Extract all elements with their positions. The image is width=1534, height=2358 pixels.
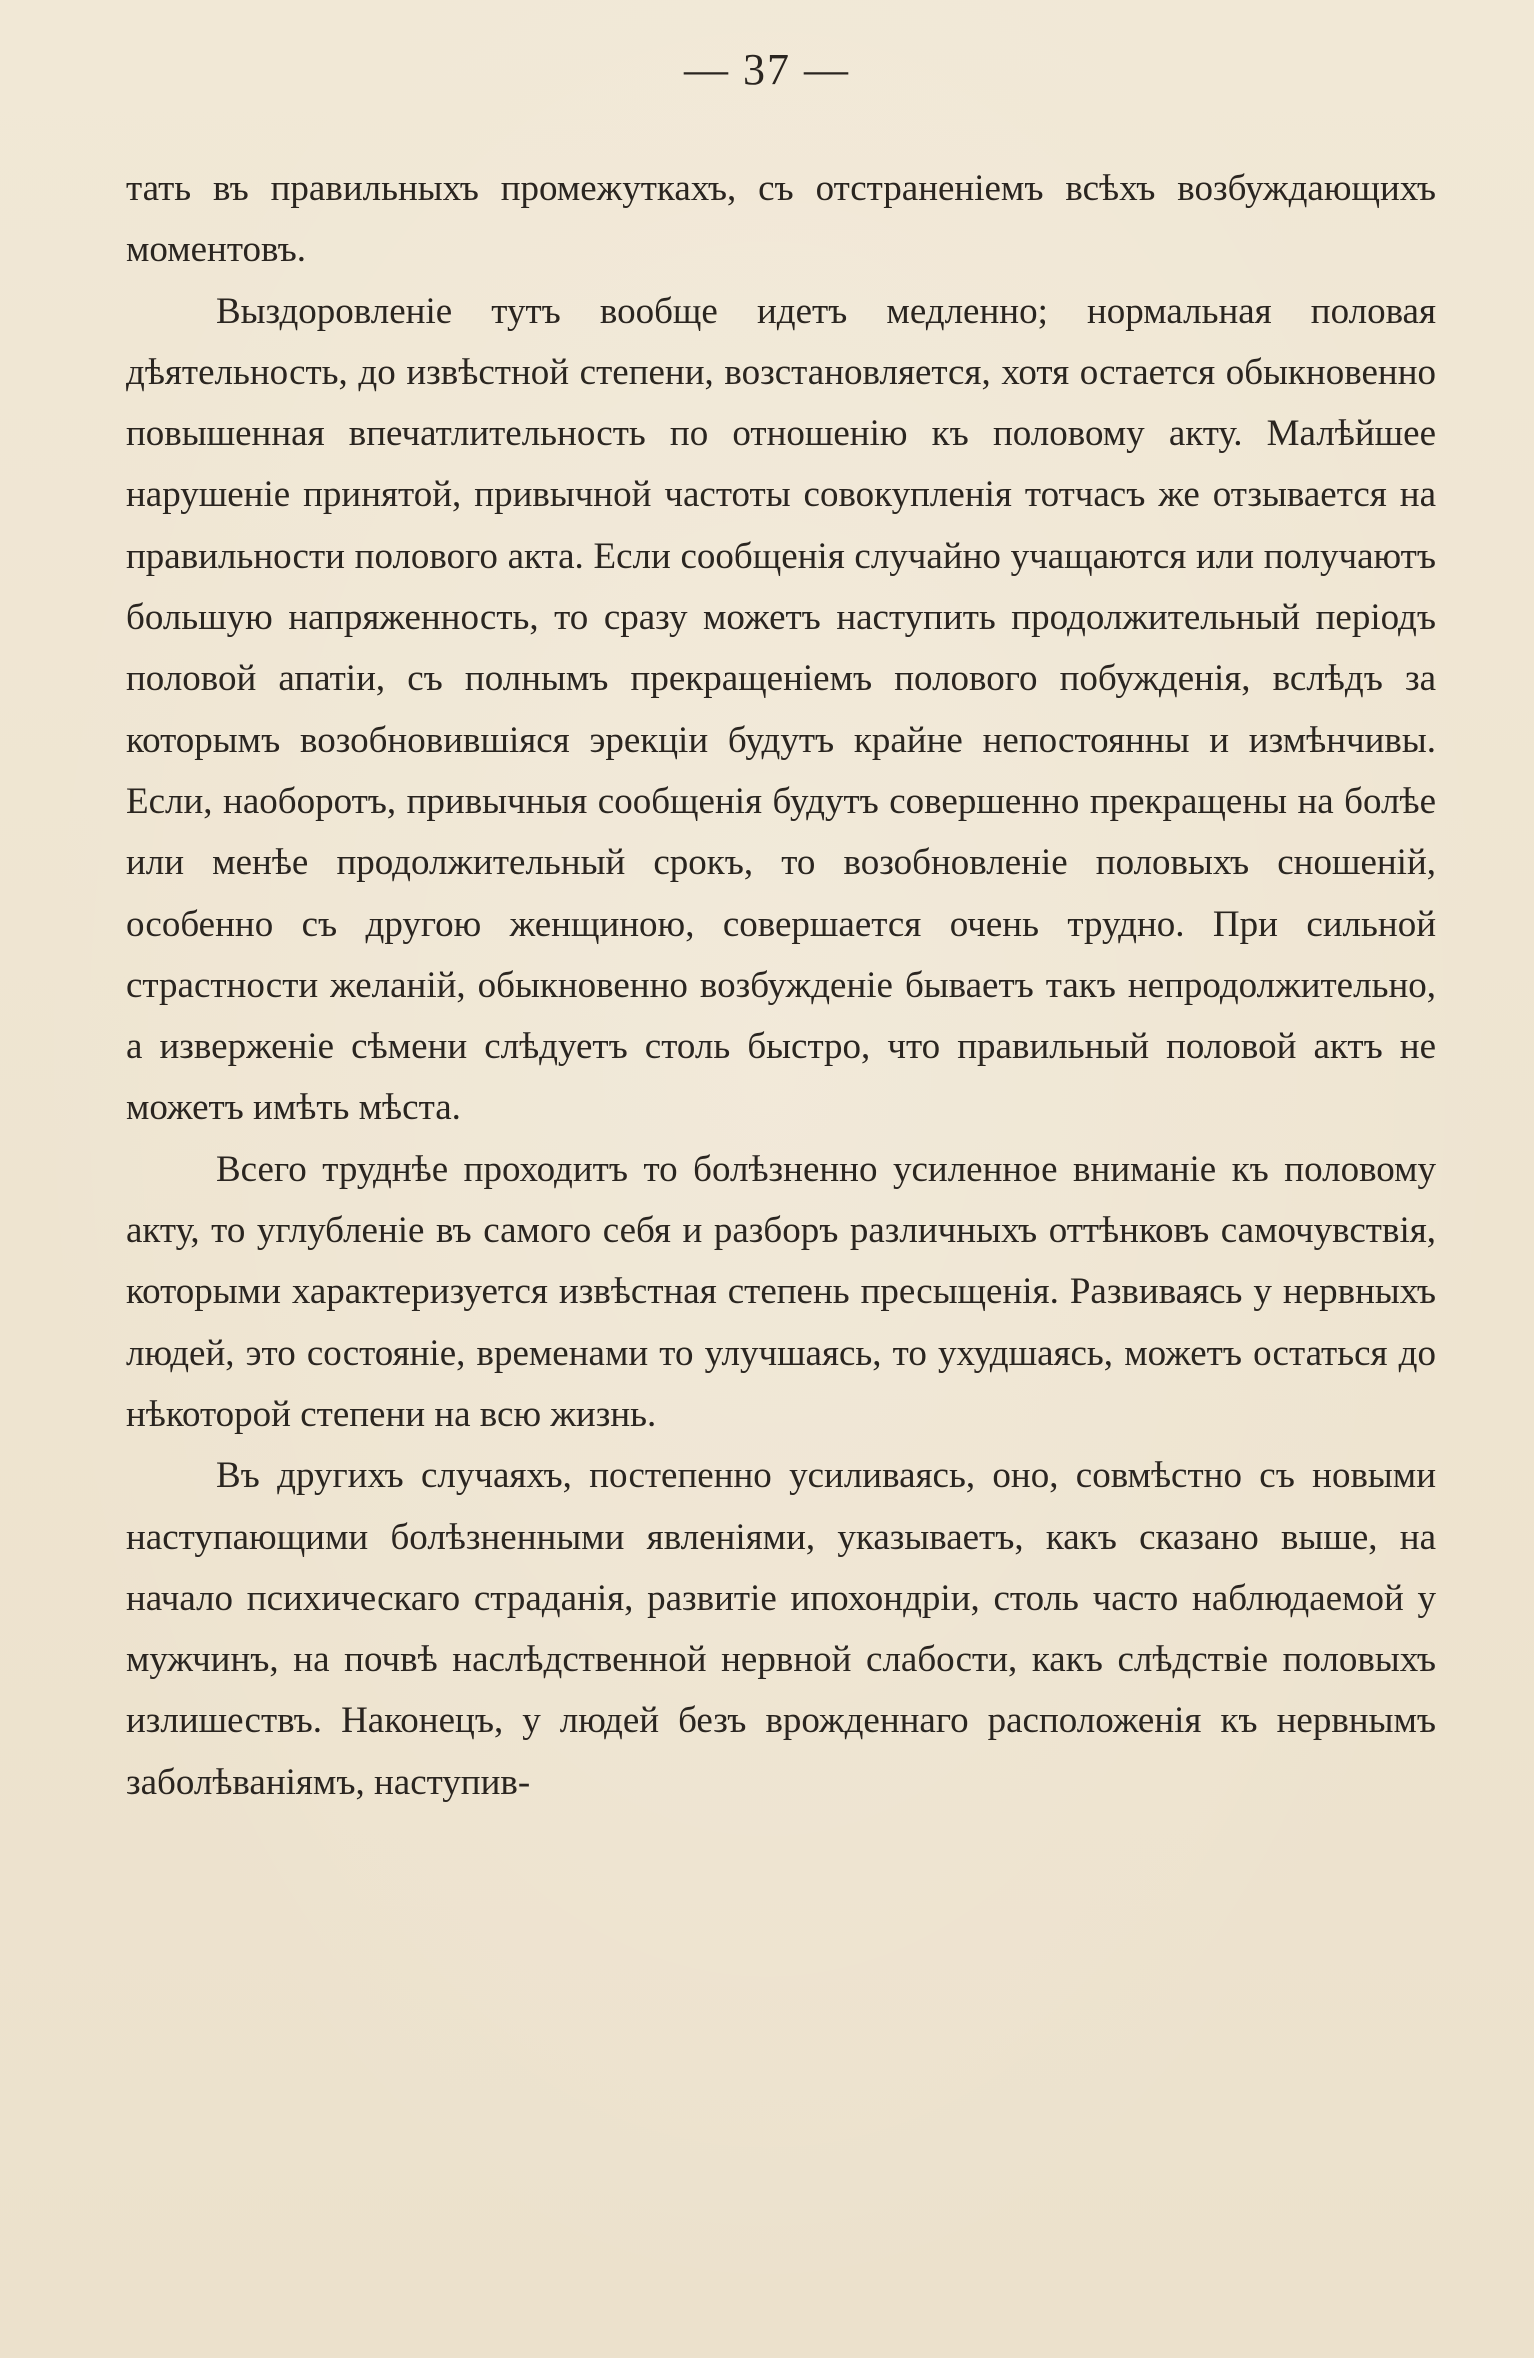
body-text	[126, 158, 1436, 1813]
paragraph-1: тать въ правильныхъ промежуткахъ, съ отстраненіемъ всѣхъ возбуждающихъ моментовъ.	[126, 168, 1436, 271]
page-number: — 37 —	[684, 45, 850, 94]
paragraph-2: Выздоровленіе тутъ вообще идетъ медленно; нормальная половая дѣятельность, до извѣстной степени, возстановляется, хотя остается обыкновенно повышенная впечатлительность по отношенію къ половому акту. Малѣйшее нарушеніе принятой, привычной частоты совокупленія тотчасъ же отзывается на правильности полового акта. Если сообщенія случайно учащаются или получаютъ большую напряженность, то сразу можетъ наступить продолжительный періодъ половой апатіи, съ полнымъ прекращеніемъ полового побужденія, вслѣдъ за которымъ возобновившіяся эрекціи будутъ крайне непостоянны и измѣнчивы. Если, наоборотъ, привычныя сообщенія будутъ совершенно прекращены на болѣе или менѣе продолжительный срокъ, то возобновленіе половыхъ сношеній, особенно съ другою женщиною, совершается очень трудно. При сильной страстности желаній, обыкновенно возбужденіе бываетъ такъ непродолжительно, а изверженіе сѣмени слѣдуетъ столь быстро, что правильный половой актъ не можетъ имѣть мѣста.	[126, 290, 1436, 1129]
paragraph-3: Всего труднѣе проходитъ то болѣзненно усиленное вниманіе къ половому акту, то углубленіе въ самого себя и разборъ различныхъ оттѣнковъ самочувствія, которыми характеризуется извѣстная степень пресыщенія. Развиваясь у нервныхъ людей, это состояніе, временами то улучшаясь, то ухудшаясь, можетъ остаться до нѣкоторой степени на всю жизнь.	[126, 1148, 1436, 1435]
paragraph-4: Въ другихъ случаяхъ, постепенно усиливаясь, оно, совмѣстно съ новыми наступающими болѣзненными явленіями, указываетъ, какъ сказано выше, на начало психическаго страданія, развитіе ипохондріи, столь часто наблюдаемой у мужчинъ, на почвѣ наслѣдственной нервной слабости, какъ слѣдствіе половыхъ излишествъ. Наконецъ, у людей безъ врожденнаго расположенія къ нервнымъ заболѣваніямъ, наступив-	[126, 1455, 1436, 1803]
